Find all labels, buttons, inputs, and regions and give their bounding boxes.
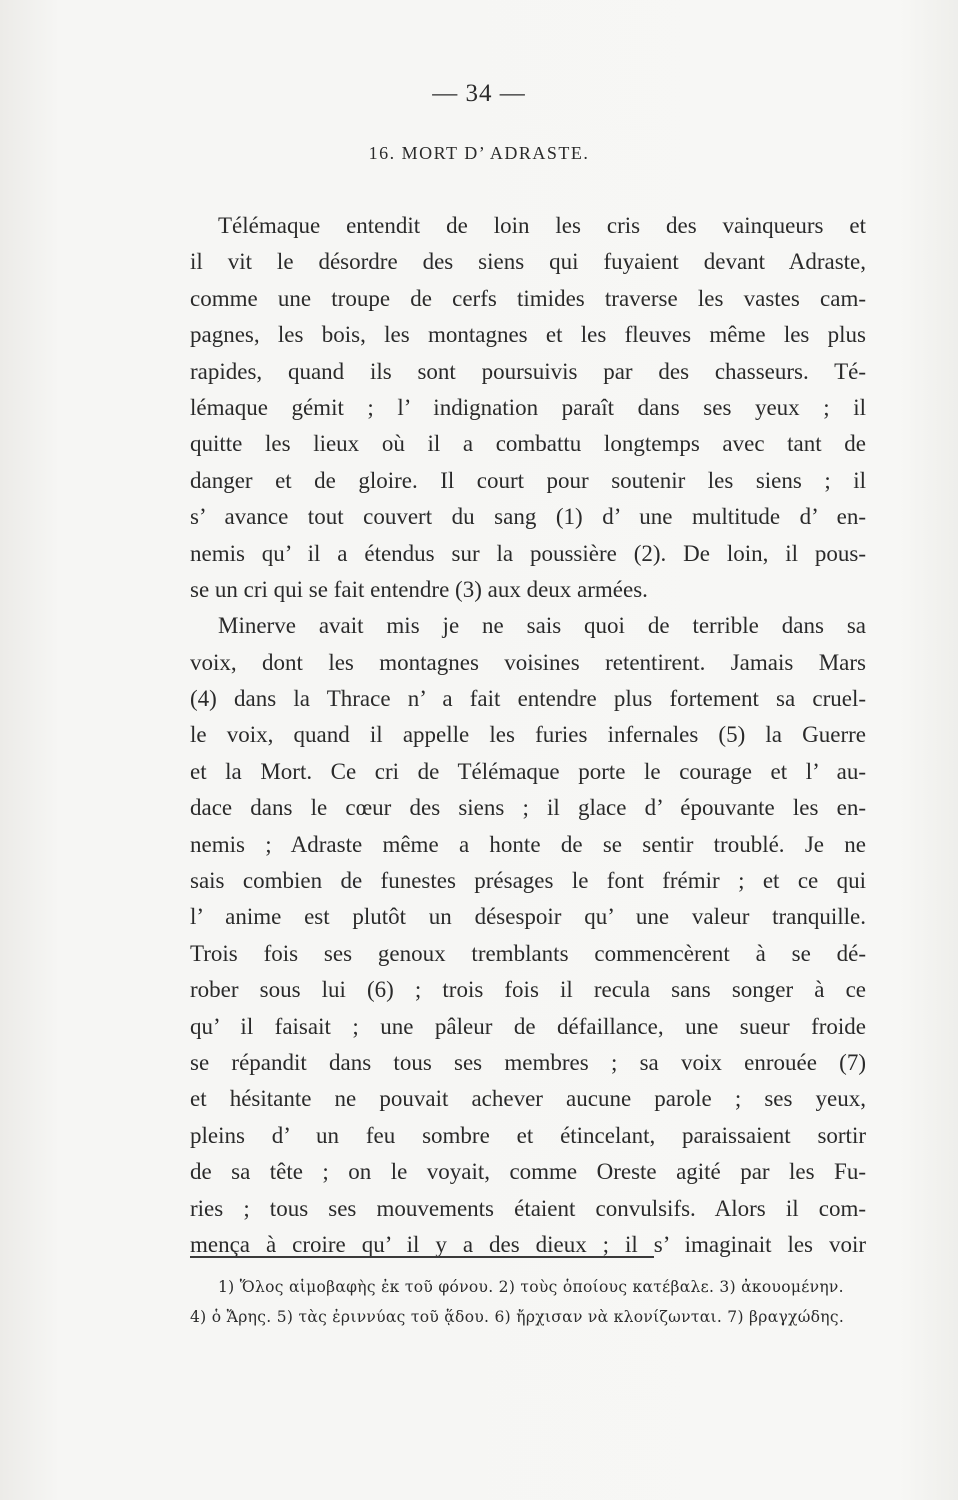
- text-line: s’ avance tout couvert du sang (1) d’ une multitude d’ en-: [190, 504, 866, 530]
- text-line: nemis ; Adraste même a honte de se sentir troublé. Je ne: [190, 831, 866, 857]
- text-line: se répandit dans tous ses membres ; sa voix enrouée (7): [190, 1049, 866, 1075]
- text-line: rapides, quand ils sont poursuivis par des chasseurs. Té-: [190, 358, 866, 384]
- text-line: mença à croire qu’ il y a des dieux ; il s’ imaginait les voir: [190, 1231, 866, 1257]
- text-line: voix, dont les montagnes voisines retentirent. Jamais Mars: [190, 649, 866, 675]
- body-text: [190, 208, 866, 1263]
- text-line: ries ; tous ses mouvements étaient convulsifs. Alors il com-: [190, 1195, 866, 1221]
- footnote-divider: [190, 1256, 654, 1258]
- text-line: Télémaque entendit de loin les cris des vainqueurs et: [218, 213, 866, 238]
- text-line: comme une troupe de cerfs timides traverse les vastes cam-: [190, 285, 866, 311]
- page-number: — 34 —: [432, 80, 526, 107]
- text-line: qu’ il faisait ; une pâleur de défaillance, une sueur froide: [190, 1013, 866, 1039]
- text-line: pagnes, les bois, les montagnes et les fleuves même les plus: [190, 322, 866, 348]
- text-line: de sa tête ; on le voyait, comme Oreste agité par les Fu-: [190, 1159, 866, 1185]
- text-line: pleins d’ un feu sombre et étincelant, paraissaient sortir: [190, 1122, 866, 1148]
- text-line: et la Mort. Ce cri de Télémaque porte le courage et l’ au-: [190, 758, 866, 784]
- text-line: et hésitante ne pouvait achever aucune parole ; ses yeux,: [190, 1086, 866, 1112]
- text-line: rober sous lui (6) ; trois fois il recula sans songer à ce: [190, 977, 866, 1003]
- text-line: l’ anime est plutôt un désespoir qu’ une valeur tranquille.: [190, 904, 866, 930]
- text-line: danger et de gloire. Il court pour soutenir les siens ; il: [190, 467, 866, 493]
- text-line: sais combien de funestes présages le font frémir ; et ce qui: [190, 868, 866, 894]
- text-line: quitte les lieux où il a combattu longtemps avec tant de: [190, 431, 866, 457]
- text-line: dace dans le cœur des siens ; il glace d’ épouvante les en-: [190, 795, 866, 821]
- text-line: Trois fois ses genoux tremblants commencèrent à se dé-: [190, 940, 866, 966]
- text-line: (4) dans la Thrace n’ a fait entendre plus fortement sa cruel-: [190, 686, 866, 712]
- section-heading: 16. MORT D’ ADRASTE.: [368, 143, 590, 163]
- footnotes: [190, 1272, 880, 1332]
- footnote-line: 4) ὁ Ἄρης. 5) τὰς ἐριννύας τοῦ ᾅδου. 6) ἤρχισαν νὰ κλονίζωνται. 7) βραγχώδης.: [190, 1308, 845, 1326]
- text-line: le voix, quand il appelle les furies infernales (5) la Guerre: [190, 722, 866, 748]
- text-line: Minerve avait mis je ne sais quoi de terrible dans sa: [218, 613, 866, 639]
- text-line: se un cri qui se fait entendre (3) aux deux armées.: [190, 576, 648, 602]
- text-line: il vit le désordre des siens qui fuyaient devant Adraste,: [190, 249, 866, 275]
- text-line: lémaque gémit ; l’ indignation paraît dans ses yeux ; il: [190, 394, 866, 420]
- footnote-line: 1) Ὅλος αἱμοβαφὴς ἐκ τοῦ φόνου. 2) τοὺς ὁποίους κατέβαλε. 3) ἀκουομένην.: [218, 1278, 844, 1296]
- text-line: nemis qu’ il a étendus sur la poussière (2). De loin, il pous-: [190, 540, 866, 566]
